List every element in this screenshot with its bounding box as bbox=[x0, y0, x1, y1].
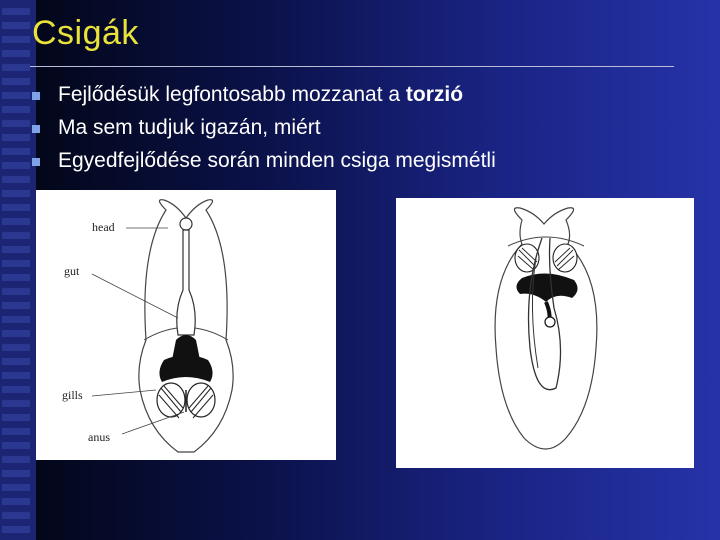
label-gills: gills bbox=[62, 388, 83, 402]
bullet-square-icon bbox=[32, 92, 40, 100]
title-divider bbox=[30, 66, 674, 67]
snail-anatomy-figure bbox=[36, 190, 336, 460]
bullet-text: Egyedfejlődése során minden csiga megismétli bbox=[58, 149, 496, 172]
slide-title: Csigák bbox=[32, 14, 139, 52]
bullet-square-icon bbox=[32, 125, 40, 133]
bullet-bold-term: torzió bbox=[405, 83, 464, 106]
bullet-text: Fejlődésük legfontosabb mozzanat a bbox=[58, 83, 406, 106]
bullet-item-1 bbox=[32, 78, 496, 111]
label-anus: anus bbox=[88, 430, 110, 444]
bullet-list bbox=[32, 78, 496, 177]
torsion-drawing bbox=[396, 198, 694, 468]
bullet-text: Ma sem tudjuk igazán, miért bbox=[58, 116, 321, 139]
snail-anatomy-drawing bbox=[36, 190, 336, 460]
torsion-figure bbox=[396, 198, 694, 468]
label-gut: gut bbox=[64, 264, 80, 278]
label-head: head bbox=[92, 220, 115, 234]
bullet-square-icon bbox=[32, 158, 40, 166]
bullet-item-3 bbox=[32, 144, 496, 177]
bullet-item-2 bbox=[32, 111, 496, 144]
left-decoration bbox=[0, 0, 36, 540]
square-pattern bbox=[2, 4, 30, 536]
